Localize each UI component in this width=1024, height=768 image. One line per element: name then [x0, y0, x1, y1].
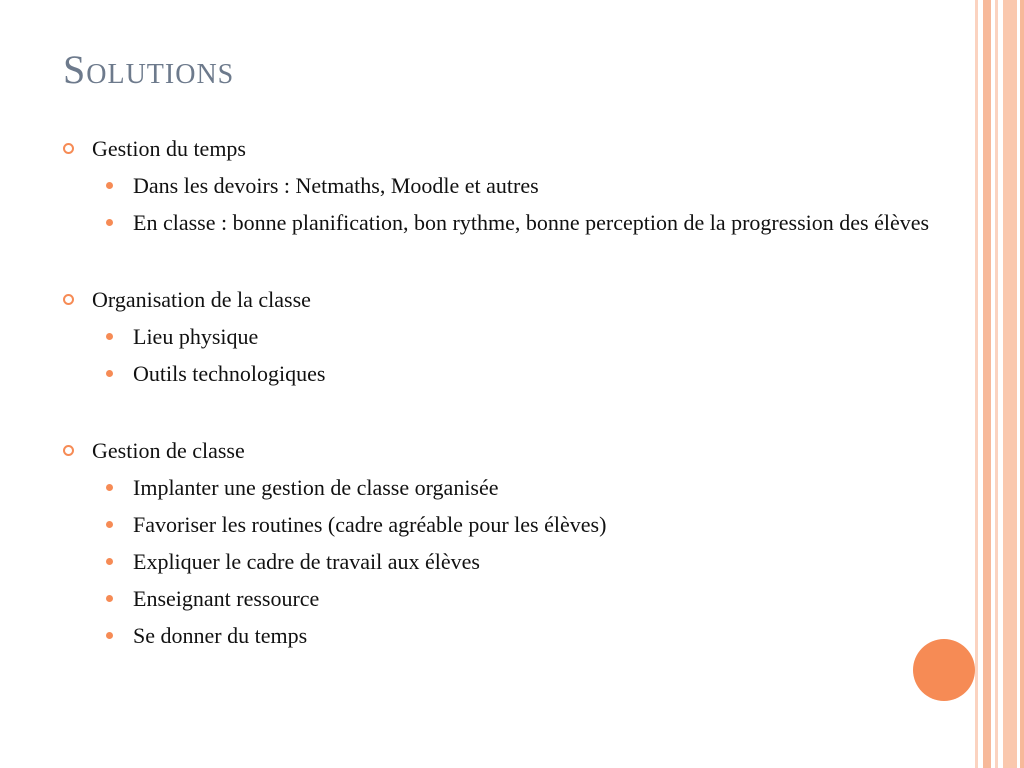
bullet-heading-text: Organisation de la classe	[92, 287, 311, 312]
dot-bullet-icon	[106, 595, 113, 602]
decorative-stripe	[983, 0, 991, 768]
decorative-stripe	[995, 0, 998, 768]
sub-bullet	[60, 620, 940, 651]
bullet-section	[60, 435, 940, 651]
dot-bullet-icon	[106, 632, 113, 639]
sub-bullet	[60, 321, 940, 352]
slide-content	[60, 133, 940, 657]
bullet-heading-text: Gestion de classe	[92, 438, 245, 463]
sub-bullet-text: Implanter une gestion de classe organisée	[133, 475, 499, 500]
bullet-section	[60, 133, 940, 238]
sub-bullet-text: Enseignant ressource	[133, 586, 320, 611]
dot-bullet-icon	[106, 370, 113, 377]
bullet-heading-text: Gestion du temps	[92, 136, 246, 161]
sub-bullet	[60, 509, 940, 540]
sub-bullet-text: Lieu physique	[133, 324, 259, 349]
sub-bullet-text: En classe : bonne planification, bon rythme, bonne perception de la progression des élèves	[133, 210, 930, 235]
bullet-heading	[60, 133, 940, 164]
dot-bullet-icon	[106, 219, 113, 226]
dot-bullet-icon	[106, 182, 113, 189]
bullet-section	[60, 284, 940, 389]
sub-bullet-text: Dans les devoirs : Netmaths, Moodle et autres	[133, 173, 539, 198]
sub-bullet	[60, 546, 940, 577]
bullet-heading	[60, 284, 940, 315]
dot-bullet-icon	[106, 484, 113, 491]
sub-bullet	[60, 583, 940, 614]
decorative-stripe	[1003, 0, 1017, 768]
slide-title: Solutions	[63, 47, 235, 92]
sub-bullet-text: Se donner du temps	[133, 623, 308, 648]
bullet-heading	[60, 435, 940, 466]
sub-bullet-text: Favoriser les routines (cadre agréable pour les élèves)	[133, 512, 607, 537]
sub-bullet	[60, 358, 940, 389]
dot-bullet-icon	[106, 521, 113, 528]
ring-bullet-icon	[63, 294, 74, 305]
sub-bullet-text: Expliquer le cadre de travail aux élèves	[133, 549, 480, 574]
ring-bullet-icon	[63, 445, 74, 456]
sub-bullet	[60, 472, 940, 503]
sub-bullet	[60, 170, 940, 201]
ring-bullet-icon	[63, 143, 74, 154]
decorative-stripe	[975, 0, 978, 768]
dot-bullet-icon	[106, 558, 113, 565]
dot-bullet-icon	[106, 333, 113, 340]
sub-bullet	[60, 207, 940, 238]
sub-bullet-text: Outils technologiques	[133, 361, 326, 386]
decorative-stripe	[1020, 0, 1024, 768]
